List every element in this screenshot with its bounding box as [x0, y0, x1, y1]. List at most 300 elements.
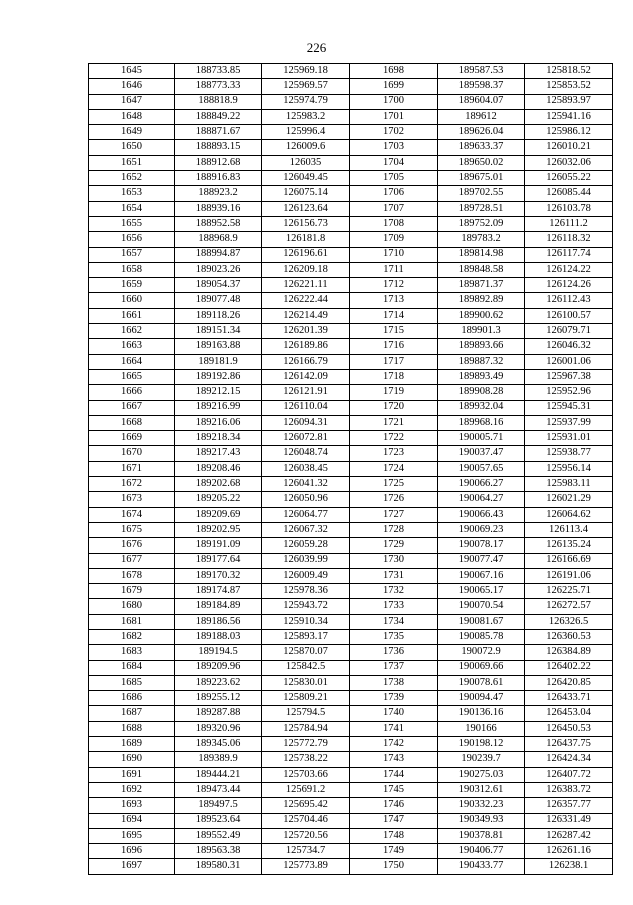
y-coordinate-cell: 126214.49	[262, 308, 350, 323]
table-row	[89, 140, 613, 155]
y-coordinate-cell: 126123.64	[262, 201, 350, 216]
point-number-cell: 1664	[89, 354, 175, 369]
y-coordinate-cell: 126103.78	[525, 201, 613, 216]
y-coordinate-cell: 125945.31	[525, 400, 613, 415]
point-number-cell: 1698	[350, 64, 438, 79]
point-number-cell: 1680	[89, 599, 175, 614]
y-coordinate-cell: 126055.22	[525, 171, 613, 186]
y-coordinate-cell: 125842.5	[262, 660, 350, 675]
table-row	[89, 186, 613, 201]
x-coordinate-cell: 189320.96	[175, 721, 262, 736]
point-number-cell: 1692	[89, 782, 175, 797]
x-coordinate-cell: 188818.9	[175, 94, 262, 109]
point-number-cell: 1671	[89, 461, 175, 476]
y-coordinate-cell: 125943.72	[262, 599, 350, 614]
table-row	[89, 675, 613, 690]
x-coordinate-cell: 190349.93	[438, 813, 525, 828]
table-row	[89, 293, 613, 308]
x-coordinate-cell: 188893.15	[175, 140, 262, 155]
point-number-cell: 1683	[89, 645, 175, 660]
y-coordinate-cell: 126032.06	[525, 155, 613, 170]
point-number-cell: 1731	[350, 568, 438, 583]
point-number-cell: 1691	[89, 767, 175, 782]
point-number-cell: 1672	[89, 477, 175, 492]
y-coordinate-cell: 125853.52	[525, 79, 613, 94]
point-number-cell: 1704	[350, 155, 438, 170]
point-number-cell: 1737	[350, 660, 438, 675]
x-coordinate-cell: 189932.04	[438, 400, 525, 415]
table-row	[89, 125, 613, 140]
x-coordinate-cell: 190406.77	[438, 844, 525, 859]
y-coordinate-cell: 126035	[262, 155, 350, 170]
point-number-cell: 1686	[89, 691, 175, 706]
x-coordinate-cell: 188849.22	[175, 109, 262, 124]
x-coordinate-cell: 189523.64	[175, 813, 262, 828]
table-row	[89, 94, 613, 109]
x-coordinate-cell: 189783.2	[438, 232, 525, 247]
x-coordinate-cell: 189216.06	[175, 415, 262, 430]
point-number-cell: 1656	[89, 232, 175, 247]
y-coordinate-cell: 125893.17	[262, 629, 350, 644]
page-number: 226	[306, 40, 327, 55]
point-number-cell: 1651	[89, 155, 175, 170]
x-coordinate-cell: 188871.67	[175, 125, 262, 140]
y-coordinate-cell: 126039.99	[262, 553, 350, 568]
x-coordinate-cell: 190069.23	[438, 522, 525, 537]
y-coordinate-cell: 126064.62	[525, 507, 613, 522]
table-row	[89, 660, 613, 675]
point-number-cell: 1718	[350, 369, 438, 384]
y-coordinate-cell: 126156.73	[262, 216, 350, 231]
table-row	[89, 844, 613, 859]
table-row	[89, 155, 613, 170]
x-coordinate-cell: 188923.2	[175, 186, 262, 201]
y-coordinate-cell: 125830.01	[262, 675, 350, 690]
y-coordinate-cell: 125893.97	[525, 94, 613, 109]
y-coordinate-cell: 126166.69	[525, 553, 613, 568]
point-number-cell: 1645	[89, 64, 175, 79]
y-coordinate-cell: 126360.53	[525, 629, 613, 644]
x-coordinate-cell: 189202.68	[175, 477, 262, 492]
x-coordinate-cell: 189580.31	[175, 859, 262, 874]
y-coordinate-cell: 126121.91	[262, 385, 350, 400]
y-coordinate-cell: 126433.71	[525, 691, 613, 706]
point-number-cell: 1670	[89, 446, 175, 461]
y-coordinate-cell: 126072.81	[262, 431, 350, 446]
x-coordinate-cell: 189181.9	[175, 354, 262, 369]
point-number-cell: 1746	[350, 798, 438, 813]
point-number-cell: 1722	[350, 431, 438, 446]
point-number-cell: 1715	[350, 324, 438, 339]
x-coordinate-cell: 190057.65	[438, 461, 525, 476]
point-number-cell: 1708	[350, 216, 438, 231]
table-row	[89, 216, 613, 231]
x-coordinate-cell: 189389.9	[175, 752, 262, 767]
x-coordinate-cell: 189118.26	[175, 308, 262, 323]
point-number-cell: 1666	[89, 385, 175, 400]
table-row	[89, 553, 613, 568]
y-coordinate-cell: 125983.11	[525, 477, 613, 492]
x-coordinate-cell: 189174.87	[175, 584, 262, 599]
point-number-cell: 1748	[350, 828, 438, 843]
point-number-cell: 1676	[89, 538, 175, 553]
y-coordinate-cell: 125784.94	[262, 721, 350, 736]
x-coordinate-cell: 188968.9	[175, 232, 262, 247]
table-row	[89, 79, 613, 94]
point-number-cell: 1719	[350, 385, 438, 400]
table-row	[89, 599, 613, 614]
table-row	[89, 737, 613, 752]
point-number-cell: 1734	[350, 614, 438, 629]
point-number-cell: 1714	[350, 308, 438, 323]
point-number-cell: 1653	[89, 186, 175, 201]
table-row	[89, 492, 613, 507]
y-coordinate-cell: 126453.04	[525, 706, 613, 721]
point-number-cell: 1695	[89, 828, 175, 843]
y-coordinate-cell: 125773.89	[262, 859, 350, 874]
y-coordinate-cell: 126201.39	[262, 324, 350, 339]
x-coordinate-cell: 189587.53	[438, 64, 525, 79]
x-coordinate-cell: 189633.37	[438, 140, 525, 155]
x-coordinate-cell: 190378.81	[438, 828, 525, 843]
y-coordinate-cell: 126021.29	[525, 492, 613, 507]
y-coordinate-cell: 125978.36	[262, 584, 350, 599]
y-coordinate-cell: 126196.61	[262, 247, 350, 262]
x-coordinate-cell: 189901.3	[438, 324, 525, 339]
y-coordinate-cell: 126113.4	[525, 522, 613, 537]
y-coordinate-cell: 126041.32	[262, 477, 350, 492]
y-coordinate-cell: 126001.06	[525, 354, 613, 369]
y-coordinate-cell: 125938.77	[525, 446, 613, 461]
y-coordinate-cell: 126402.22	[525, 660, 613, 675]
y-coordinate-cell: 126118.32	[525, 232, 613, 247]
x-coordinate-cell: 189752.09	[438, 216, 525, 231]
y-coordinate-cell: 126331.49	[525, 813, 613, 828]
table-row	[89, 477, 613, 492]
table-row	[89, 721, 613, 736]
table-row	[89, 752, 613, 767]
y-coordinate-cell: 126225.71	[525, 584, 613, 599]
x-coordinate-cell: 189702.55	[438, 186, 525, 201]
y-coordinate-cell: 125937.99	[525, 415, 613, 430]
x-coordinate-cell: 190094.47	[438, 691, 525, 706]
x-coordinate-cell: 190066.27	[438, 477, 525, 492]
x-coordinate-cell: 190077.47	[438, 553, 525, 568]
x-coordinate-cell: 190433.77	[438, 859, 525, 874]
y-coordinate-cell: 125996.4	[262, 125, 350, 140]
y-coordinate-cell: 126189.86	[262, 339, 350, 354]
x-coordinate-cell: 190081.67	[438, 614, 525, 629]
x-coordinate-cell: 189218.34	[175, 431, 262, 446]
x-coordinate-cell: 190198.12	[438, 737, 525, 752]
x-coordinate-cell: 189191.09	[175, 538, 262, 553]
table-row	[89, 798, 613, 813]
table-row	[89, 538, 613, 553]
point-number-cell: 1652	[89, 171, 175, 186]
y-coordinate-cell: 126085.44	[525, 186, 613, 201]
point-number-cell: 1649	[89, 125, 175, 140]
table-row	[89, 782, 613, 797]
table-row	[89, 706, 613, 721]
point-number-cell: 1648	[89, 109, 175, 124]
y-coordinate-cell: 125986.12	[525, 125, 613, 140]
point-number-cell: 1694	[89, 813, 175, 828]
point-number-cell: 1673	[89, 492, 175, 507]
table-row	[89, 859, 613, 874]
table-row	[89, 339, 613, 354]
y-coordinate-cell: 126222.44	[262, 293, 350, 308]
x-coordinate-cell: 189077.48	[175, 293, 262, 308]
x-coordinate-cell: 188952.58	[175, 216, 262, 231]
y-coordinate-cell: 126075.14	[262, 186, 350, 201]
point-number-cell: 1684	[89, 660, 175, 675]
y-coordinate-cell: 126050.96	[262, 492, 350, 507]
y-coordinate-cell: 126238.1	[525, 859, 613, 874]
table-row	[89, 278, 613, 293]
x-coordinate-cell: 190064.27	[438, 492, 525, 507]
y-coordinate-cell: 125910.34	[262, 614, 350, 629]
table-row	[89, 691, 613, 706]
table-row	[89, 385, 613, 400]
coordinates-table-body	[89, 64, 613, 875]
point-number-cell: 1740	[350, 706, 438, 721]
x-coordinate-cell: 189893.66	[438, 339, 525, 354]
x-coordinate-cell: 189054.37	[175, 278, 262, 293]
table-row	[89, 354, 613, 369]
point-number-cell: 1665	[89, 369, 175, 384]
x-coordinate-cell: 189151.34	[175, 324, 262, 339]
point-number-cell: 1738	[350, 675, 438, 690]
point-number-cell: 1711	[350, 262, 438, 277]
point-number-cell: 1661	[89, 308, 175, 323]
x-coordinate-cell: 189209.96	[175, 660, 262, 675]
x-coordinate-cell: 190005.71	[438, 431, 525, 446]
y-coordinate-cell: 125704.46	[262, 813, 350, 828]
x-coordinate-cell: 188912.68	[175, 155, 262, 170]
table-row	[89, 262, 613, 277]
table-row	[89, 507, 613, 522]
y-coordinate-cell: 126009.6	[262, 140, 350, 155]
point-number-cell: 1658	[89, 262, 175, 277]
y-coordinate-cell: 125772.79	[262, 737, 350, 752]
point-number-cell: 1723	[350, 446, 438, 461]
point-number-cell: 1744	[350, 767, 438, 782]
table-row	[89, 247, 613, 262]
x-coordinate-cell: 189287.88	[175, 706, 262, 721]
y-coordinate-cell: 126450.53	[525, 721, 613, 736]
x-coordinate-cell: 190239.7	[438, 752, 525, 767]
x-coordinate-cell: 190037.47	[438, 446, 525, 461]
point-number-cell: 1688	[89, 721, 175, 736]
point-number-cell: 1662	[89, 324, 175, 339]
point-number-cell: 1674	[89, 507, 175, 522]
x-coordinate-cell: 189184.89	[175, 599, 262, 614]
point-number-cell: 1730	[350, 553, 438, 568]
x-coordinate-cell: 189170.32	[175, 568, 262, 583]
point-number-cell: 1706	[350, 186, 438, 201]
x-coordinate-cell: 189177.64	[175, 553, 262, 568]
x-coordinate-cell: 189217.43	[175, 446, 262, 461]
point-number-cell: 1743	[350, 752, 438, 767]
x-coordinate-cell: 189192.86	[175, 369, 262, 384]
x-coordinate-cell: 189626.04	[438, 125, 525, 140]
x-coordinate-cell: 188994.87	[175, 247, 262, 262]
y-coordinate-cell: 126407.72	[525, 767, 613, 782]
table-row	[89, 614, 613, 629]
point-number-cell: 1693	[89, 798, 175, 813]
x-coordinate-cell: 190312.61	[438, 782, 525, 797]
y-coordinate-cell: 125720.56	[262, 828, 350, 843]
point-number-cell: 1716	[350, 339, 438, 354]
point-number-cell: 1681	[89, 614, 175, 629]
x-coordinate-cell: 190078.61	[438, 675, 525, 690]
point-number-cell: 1675	[89, 522, 175, 537]
y-coordinate-cell: 125818.52	[525, 64, 613, 79]
y-coordinate-cell: 125691.2	[262, 782, 350, 797]
point-number-cell: 1699	[350, 79, 438, 94]
y-coordinate-cell: 126326.5	[525, 614, 613, 629]
table-row	[89, 232, 613, 247]
point-number-cell: 1654	[89, 201, 175, 216]
x-coordinate-cell: 190066.43	[438, 507, 525, 522]
table-row	[89, 522, 613, 537]
point-number-cell: 1690	[89, 752, 175, 767]
x-coordinate-cell: 189900.62	[438, 308, 525, 323]
point-number-cell: 1667	[89, 400, 175, 415]
point-number-cell: 1707	[350, 201, 438, 216]
x-coordinate-cell: 189163.88	[175, 339, 262, 354]
point-number-cell: 1735	[350, 629, 438, 644]
y-coordinate-cell: 125967.38	[525, 369, 613, 384]
x-coordinate-cell: 190275.03	[438, 767, 525, 782]
point-number-cell: 1647	[89, 94, 175, 109]
point-number-cell: 1732	[350, 584, 438, 599]
x-coordinate-cell: 190065.17	[438, 584, 525, 599]
point-number-cell: 1713	[350, 293, 438, 308]
y-coordinate-cell: 125941.16	[525, 109, 613, 124]
y-coordinate-cell: 126112.43	[525, 293, 613, 308]
y-coordinate-cell: 126142.09	[262, 369, 350, 384]
y-coordinate-cell: 126221.11	[262, 278, 350, 293]
x-coordinate-cell: 189212.15	[175, 385, 262, 400]
x-coordinate-cell: 189892.89	[438, 293, 525, 308]
x-coordinate-cell: 188939.16	[175, 201, 262, 216]
table-row	[89, 324, 613, 339]
x-coordinate-cell: 190070.54	[438, 599, 525, 614]
table-row	[89, 461, 613, 476]
table-row	[89, 568, 613, 583]
point-number-cell: 1726	[350, 492, 438, 507]
point-number-cell: 1739	[350, 691, 438, 706]
point-number-cell: 1650	[89, 140, 175, 155]
x-coordinate-cell: 189887.32	[438, 354, 525, 369]
y-coordinate-cell: 126038.45	[262, 461, 350, 476]
y-coordinate-cell: 125809.21	[262, 691, 350, 706]
point-number-cell: 1655	[89, 216, 175, 231]
x-coordinate-cell: 189893.49	[438, 369, 525, 384]
x-coordinate-cell: 189563.38	[175, 844, 262, 859]
y-coordinate-cell: 126437.75	[525, 737, 613, 752]
y-coordinate-cell: 126117.74	[525, 247, 613, 262]
x-coordinate-cell: 189473.44	[175, 782, 262, 797]
x-coordinate-cell: 189604.07	[438, 94, 525, 109]
x-coordinate-cell: 189552.49	[175, 828, 262, 843]
x-coordinate-cell: 189968.16	[438, 415, 525, 430]
point-number-cell: 1668	[89, 415, 175, 430]
x-coordinate-cell: 189255.12	[175, 691, 262, 706]
x-coordinate-cell: 188916.83	[175, 171, 262, 186]
point-number-cell: 1712	[350, 278, 438, 293]
point-number-cell: 1700	[350, 94, 438, 109]
point-number-cell: 1687	[89, 706, 175, 721]
y-coordinate-cell: 126272.57	[525, 599, 613, 614]
point-number-cell: 1703	[350, 140, 438, 155]
point-number-cell: 1682	[89, 629, 175, 644]
y-coordinate-cell: 126357.77	[525, 798, 613, 813]
point-number-cell: 1733	[350, 599, 438, 614]
x-coordinate-cell: 189186.56	[175, 614, 262, 629]
table-row	[89, 171, 613, 186]
y-coordinate-cell: 126383.72	[525, 782, 613, 797]
point-number-cell: 1749	[350, 844, 438, 859]
x-coordinate-cell: 189209.69	[175, 507, 262, 522]
coordinates-table	[88, 63, 613, 875]
point-number-cell: 1724	[350, 461, 438, 476]
point-number-cell: 1679	[89, 584, 175, 599]
y-coordinate-cell: 126064.77	[262, 507, 350, 522]
y-coordinate-cell: 126067.32	[262, 522, 350, 537]
y-coordinate-cell: 126094.31	[262, 415, 350, 430]
x-coordinate-cell: 189497.5	[175, 798, 262, 813]
coordinates-table-container	[88, 63, 612, 875]
point-number-cell: 1742	[350, 737, 438, 752]
y-coordinate-cell: 125794.5	[262, 706, 350, 721]
y-coordinate-cell: 126124.26	[525, 278, 613, 293]
point-number-cell: 1717	[350, 354, 438, 369]
x-coordinate-cell: 189216.99	[175, 400, 262, 415]
table-row	[89, 308, 613, 323]
point-number-cell: 1750	[350, 859, 438, 874]
x-coordinate-cell: 189194.5	[175, 645, 262, 660]
table-row	[89, 629, 613, 644]
x-coordinate-cell: 190067.16	[438, 568, 525, 583]
point-number-cell: 1669	[89, 431, 175, 446]
y-coordinate-cell: 125952.96	[525, 385, 613, 400]
point-number-cell: 1710	[350, 247, 438, 262]
table-row	[89, 400, 613, 415]
y-coordinate-cell: 126059.28	[262, 538, 350, 553]
y-coordinate-cell: 125983.2	[262, 109, 350, 124]
point-number-cell: 1678	[89, 568, 175, 583]
point-number-cell: 1663	[89, 339, 175, 354]
y-coordinate-cell: 126384.89	[525, 645, 613, 660]
table-row	[89, 813, 613, 828]
x-coordinate-cell: 189814.98	[438, 247, 525, 262]
table-row	[89, 584, 613, 599]
point-number-cell: 1659	[89, 278, 175, 293]
x-coordinate-cell: 189908.28	[438, 385, 525, 400]
table-row	[89, 431, 613, 446]
point-number-cell: 1728	[350, 522, 438, 537]
x-coordinate-cell: 189205.22	[175, 492, 262, 507]
point-number-cell: 1702	[350, 125, 438, 140]
y-coordinate-cell: 126287.42	[525, 828, 613, 843]
y-coordinate-cell: 126046.32	[525, 339, 613, 354]
x-coordinate-cell: 189848.58	[438, 262, 525, 277]
point-number-cell: 1677	[89, 553, 175, 568]
y-coordinate-cell: 125969.57	[262, 79, 350, 94]
y-coordinate-cell: 125974.79	[262, 94, 350, 109]
